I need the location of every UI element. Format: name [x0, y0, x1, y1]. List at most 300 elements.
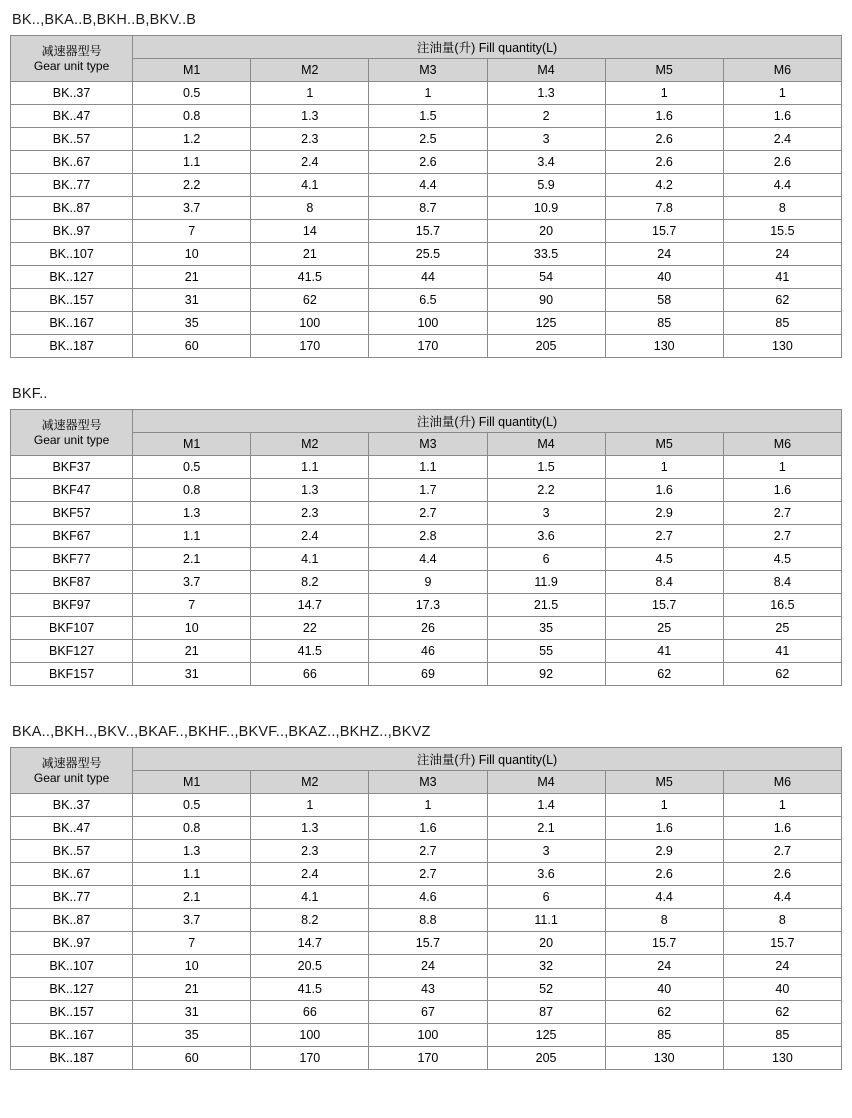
cell-gear-unit-type: BK..127: [11, 978, 133, 1001]
table-header-row: [11, 748, 842, 771]
cell-gear-unit-type: BK..157: [11, 1001, 133, 1024]
table-row: [11, 640, 842, 663]
header-mounting-position: M4: [487, 59, 605, 82]
cell-fill-quantity: 100: [251, 312, 369, 335]
cell-fill-quantity: 15.7: [605, 932, 723, 955]
cell-fill-quantity: 205: [487, 335, 605, 358]
cell-fill-quantity: 31: [133, 289, 251, 312]
cell-fill-quantity: 2.1: [487, 817, 605, 840]
cell-fill-quantity: 25: [723, 617, 841, 640]
section-title: BKA..,BKH..,BKV..,BKAF..,BKHF..,BKVF..,BKAZ..,BKHZ..,BKVZ: [12, 724, 431, 740]
header-mounting-position: M3: [369, 59, 487, 82]
cell-fill-quantity: 8: [251, 197, 369, 220]
header-mounting-position: M2: [251, 771, 369, 794]
cell-gear-unit-type: BK..167: [11, 312, 133, 335]
cell-fill-quantity: 14.7: [251, 932, 369, 955]
cell-fill-quantity: 3.7: [133, 909, 251, 932]
header-gear-unit-type: [11, 748, 133, 794]
cell-fill-quantity: 1: [605, 794, 723, 817]
table-subheader-row: [11, 59, 842, 82]
cell-fill-quantity: 31: [133, 1001, 251, 1024]
cell-fill-quantity: 41: [605, 640, 723, 663]
table-section: [10, 724, 842, 1070]
cell-fill-quantity: 1.5: [487, 456, 605, 479]
cell-fill-quantity: 4.5: [723, 548, 841, 571]
cell-fill-quantity: 60: [133, 1047, 251, 1070]
cell-gear-unit-type: BK..167: [11, 1024, 133, 1047]
cell-fill-quantity: 0.5: [133, 794, 251, 817]
cell-fill-quantity: 15.7: [723, 932, 841, 955]
cell-gear-unit-type: BKF97: [11, 594, 133, 617]
cell-fill-quantity: 17.3: [369, 594, 487, 617]
cell-fill-quantity: 1.1: [133, 525, 251, 548]
table-row: [11, 886, 842, 909]
fill-quantity-table: [10, 409, 842, 686]
cell-fill-quantity: 4.2: [605, 174, 723, 197]
cell-fill-quantity: 22: [251, 617, 369, 640]
cell-fill-quantity: 2.2: [487, 479, 605, 502]
table-header-row: [11, 36, 842, 59]
table-row: [11, 128, 842, 151]
table-row: [11, 525, 842, 548]
cell-gear-unit-type: BK..47: [11, 105, 133, 128]
table-row: [11, 289, 842, 312]
cell-fill-quantity: 2.9: [605, 840, 723, 863]
cell-fill-quantity: 62: [605, 1001, 723, 1024]
header-mounting-position: M2: [251, 59, 369, 82]
table-row: [11, 617, 842, 640]
cell-fill-quantity: 130: [605, 1047, 723, 1070]
cell-fill-quantity: 1.3: [251, 105, 369, 128]
cell-fill-quantity: 130: [723, 1047, 841, 1070]
section-spacer: [10, 692, 842, 718]
cell-fill-quantity: 66: [251, 663, 369, 686]
cell-fill-quantity: 20: [487, 220, 605, 243]
cell-fill-quantity: 1.6: [605, 105, 723, 128]
cell-fill-quantity: 15.5: [723, 220, 841, 243]
cell-fill-quantity: 4.1: [251, 174, 369, 197]
cell-fill-quantity: 2.7: [605, 525, 723, 548]
cell-fill-quantity: 1.1: [251, 456, 369, 479]
cell-fill-quantity: 7: [133, 594, 251, 617]
table-row: [11, 197, 842, 220]
table-row: [11, 571, 842, 594]
table-row: [11, 243, 842, 266]
cell-fill-quantity: 85: [723, 312, 841, 335]
cell-fill-quantity: 2.4: [251, 863, 369, 886]
table-row: [11, 266, 842, 289]
cell-fill-quantity: 41.5: [251, 266, 369, 289]
cell-fill-quantity: 4.5: [605, 548, 723, 571]
header-mounting-position: M2: [251, 433, 369, 456]
cell-fill-quantity: 2.3: [251, 128, 369, 151]
cell-fill-quantity: 9: [369, 571, 487, 594]
cell-fill-quantity: 1.3: [133, 502, 251, 525]
cell-fill-quantity: 62: [723, 289, 841, 312]
cell-fill-quantity: 55: [487, 640, 605, 663]
cell-fill-quantity: 41.5: [251, 640, 369, 663]
cell-fill-quantity: 1.3: [251, 817, 369, 840]
table-row: [11, 663, 842, 686]
cell-gear-unit-type: BK..107: [11, 955, 133, 978]
cell-fill-quantity: 2.7: [369, 840, 487, 863]
table-row: [11, 174, 842, 197]
table-row: [11, 594, 842, 617]
cell-fill-quantity: 2.7: [723, 525, 841, 548]
cell-fill-quantity: 1.1: [133, 863, 251, 886]
cell-fill-quantity: 15.7: [369, 220, 487, 243]
cell-fill-quantity: 8.2: [251, 571, 369, 594]
cell-fill-quantity: 11.1: [487, 909, 605, 932]
header-gear-unit-type-en: Gear unit type: [33, 432, 110, 447]
header-mounting-position: M5: [605, 433, 723, 456]
header-mounting-position: M3: [369, 433, 487, 456]
header-mounting-position: M6: [723, 433, 841, 456]
cell-fill-quantity: 10: [133, 955, 251, 978]
cell-fill-quantity: 125: [487, 1024, 605, 1047]
cell-fill-quantity: 100: [369, 312, 487, 335]
cell-fill-quantity: 15.7: [605, 594, 723, 617]
cell-fill-quantity: 60: [133, 335, 251, 358]
cell-gear-unit-type: BK..97: [11, 220, 133, 243]
cell-gear-unit-type: BKF127: [11, 640, 133, 663]
cell-fill-quantity: 41: [723, 266, 841, 289]
cell-fill-quantity: 2.6: [723, 151, 841, 174]
cell-fill-quantity: 32: [487, 955, 605, 978]
cell-fill-quantity: 6.5: [369, 289, 487, 312]
cell-fill-quantity: 170: [369, 335, 487, 358]
cell-fill-quantity: 6: [487, 886, 605, 909]
cell-fill-quantity: 90: [487, 289, 605, 312]
cell-fill-quantity: 5.9: [487, 174, 605, 197]
cell-gear-unit-type: BK..77: [11, 886, 133, 909]
sections-container: [10, 12, 842, 1070]
table-row: [11, 220, 842, 243]
cell-fill-quantity: 170: [369, 1047, 487, 1070]
cell-fill-quantity: 85: [723, 1024, 841, 1047]
cell-gear-unit-type: BKF37: [11, 456, 133, 479]
cell-fill-quantity: 205: [487, 1047, 605, 1070]
cell-fill-quantity: 1: [605, 456, 723, 479]
table-row: [11, 932, 842, 955]
cell-fill-quantity: 4.1: [251, 886, 369, 909]
cell-fill-quantity: 11.9: [487, 571, 605, 594]
cell-fill-quantity: 8: [723, 909, 841, 932]
cell-fill-quantity: 3.4: [487, 151, 605, 174]
cell-fill-quantity: 69: [369, 663, 487, 686]
section-title: BKF..: [12, 386, 48, 402]
cell-fill-quantity: 2.6: [605, 128, 723, 151]
cell-fill-quantity: 8.2: [251, 909, 369, 932]
cell-fill-quantity: 1: [251, 82, 369, 105]
cell-fill-quantity: 40: [605, 978, 723, 1001]
cell-gear-unit-type: BK..57: [11, 840, 133, 863]
table-row: [11, 151, 842, 174]
cell-fill-quantity: 14.7: [251, 594, 369, 617]
cell-fill-quantity: 1: [723, 82, 841, 105]
table-row: [11, 794, 842, 817]
cell-fill-quantity: 10: [133, 617, 251, 640]
table-row: [11, 840, 842, 863]
cell-fill-quantity: 46: [369, 640, 487, 663]
table-header-row: [11, 410, 842, 433]
cell-fill-quantity: 10.9: [487, 197, 605, 220]
cell-fill-quantity: 100: [369, 1024, 487, 1047]
cell-fill-quantity: 1.6: [723, 105, 841, 128]
cell-fill-quantity: 25.5: [369, 243, 487, 266]
cell-fill-quantity: 24: [605, 243, 723, 266]
cell-fill-quantity: 2.4: [251, 151, 369, 174]
cell-fill-quantity: 3: [487, 840, 605, 863]
cell-fill-quantity: 21: [133, 640, 251, 663]
cell-fill-quantity: 44: [369, 266, 487, 289]
cell-fill-quantity: 1.6: [605, 817, 723, 840]
cell-fill-quantity: 3.7: [133, 571, 251, 594]
cell-fill-quantity: 4.4: [369, 174, 487, 197]
header-gear-unit-type-en: Gear unit type: [33, 770, 110, 785]
header-mounting-position: M6: [723, 59, 841, 82]
cell-fill-quantity: 21: [251, 243, 369, 266]
cell-fill-quantity: 21: [133, 978, 251, 1001]
cell-fill-quantity: 1.1: [369, 456, 487, 479]
cell-fill-quantity: 0.8: [133, 105, 251, 128]
cell-fill-quantity: 7: [133, 932, 251, 955]
cell-fill-quantity: 2.8: [369, 525, 487, 548]
header-mounting-position: M6: [723, 771, 841, 794]
cell-fill-quantity: 100: [251, 1024, 369, 1047]
cell-fill-quantity: 2.1: [133, 548, 251, 571]
cell-fill-quantity: 52: [487, 978, 605, 1001]
cell-fill-quantity: 41.5: [251, 978, 369, 1001]
cell-gear-unit-type: BK..97: [11, 932, 133, 955]
table-row: [11, 955, 842, 978]
cell-fill-quantity: 1: [369, 82, 487, 105]
header-mounting-position: M4: [487, 433, 605, 456]
cell-fill-quantity: 2.7: [723, 840, 841, 863]
cell-fill-quantity: 31: [133, 663, 251, 686]
cell-fill-quantity: 40: [723, 978, 841, 1001]
cell-fill-quantity: 0.5: [133, 82, 251, 105]
cell-gear-unit-type: BK..67: [11, 151, 133, 174]
cell-fill-quantity: 40: [605, 266, 723, 289]
cell-fill-quantity: 43: [369, 978, 487, 1001]
cell-fill-quantity: 20: [487, 932, 605, 955]
cell-fill-quantity: 15.7: [605, 220, 723, 243]
cell-gear-unit-type: BK..37: [11, 794, 133, 817]
cell-fill-quantity: 41: [723, 640, 841, 663]
cell-fill-quantity: 2.3: [251, 502, 369, 525]
table-row: [11, 105, 842, 128]
header-fill-quantity: 注油量(升) Fill quantity(L): [133, 36, 842, 59]
cell-fill-quantity: 10: [133, 243, 251, 266]
cell-fill-quantity: 3.6: [487, 863, 605, 886]
cell-gear-unit-type: BKF107: [11, 617, 133, 640]
cell-fill-quantity: 2.4: [723, 128, 841, 151]
header-mounting-position: M1: [133, 433, 251, 456]
cell-fill-quantity: 62: [723, 1001, 841, 1024]
cell-fill-quantity: 8.4: [605, 571, 723, 594]
cell-fill-quantity: 33.5: [487, 243, 605, 266]
header-fill-quantity: 注油量(升) Fill quantity(L): [133, 410, 842, 433]
header-gear-unit-type-en: Gear unit type: [33, 58, 110, 73]
cell-fill-quantity: 1.6: [723, 479, 841, 502]
cell-fill-quantity: 2.6: [605, 863, 723, 886]
cell-gear-unit-type: BKF67: [11, 525, 133, 548]
cell-fill-quantity: 1.1: [133, 151, 251, 174]
cell-fill-quantity: 1.4: [487, 794, 605, 817]
table-section: [10, 386, 842, 686]
table-row: [11, 817, 842, 840]
table-row: [11, 312, 842, 335]
cell-fill-quantity: 2.6: [369, 151, 487, 174]
table-row: [11, 82, 842, 105]
header-gear-unit-type-cn: 减速器型号: [41, 43, 102, 58]
cell-fill-quantity: 130: [723, 335, 841, 358]
cell-fill-quantity: 2.7: [723, 502, 841, 525]
cell-fill-quantity: 15.7: [369, 932, 487, 955]
cell-gear-unit-type: BK..87: [11, 197, 133, 220]
cell-fill-quantity: 170: [251, 1047, 369, 1070]
cell-fill-quantity: 6: [487, 548, 605, 571]
cell-fill-quantity: 58: [605, 289, 723, 312]
cell-fill-quantity: 2.7: [369, 863, 487, 886]
table-subheader-row: [11, 771, 842, 794]
table-row: [11, 479, 842, 502]
cell-fill-quantity: 4.1: [251, 548, 369, 571]
table-row: [11, 1001, 842, 1024]
cell-fill-quantity: 8: [605, 909, 723, 932]
cell-gear-unit-type: BK..67: [11, 863, 133, 886]
cell-fill-quantity: 130: [605, 335, 723, 358]
cell-fill-quantity: 0.8: [133, 479, 251, 502]
cell-fill-quantity: 35: [133, 1024, 251, 1047]
cell-fill-quantity: 35: [487, 617, 605, 640]
cell-fill-quantity: 14: [251, 220, 369, 243]
cell-fill-quantity: 24: [723, 955, 841, 978]
cell-fill-quantity: 85: [605, 1024, 723, 1047]
table-row: [11, 456, 842, 479]
header-mounting-position: M3: [369, 771, 487, 794]
cell-fill-quantity: 4.4: [369, 548, 487, 571]
cell-fill-quantity: 1: [605, 82, 723, 105]
table-row: [11, 1024, 842, 1047]
cell-fill-quantity: 92: [487, 663, 605, 686]
cell-gear-unit-type: BKF87: [11, 571, 133, 594]
cell-fill-quantity: 26: [369, 617, 487, 640]
cell-fill-quantity: 24: [369, 955, 487, 978]
table-section: [10, 12, 842, 358]
cell-fill-quantity: 25: [605, 617, 723, 640]
cell-fill-quantity: 4.6: [369, 886, 487, 909]
cell-fill-quantity: 1: [723, 456, 841, 479]
cell-fill-quantity: 0.5: [133, 456, 251, 479]
cell-gear-unit-type: BK..37: [11, 82, 133, 105]
cell-fill-quantity: 2.6: [723, 863, 841, 886]
cell-fill-quantity: 87: [487, 1001, 605, 1024]
cell-fill-quantity: 8.8: [369, 909, 487, 932]
table-subheader-row: [11, 433, 842, 456]
cell-fill-quantity: 7.8: [605, 197, 723, 220]
cell-fill-quantity: 4.4: [723, 886, 841, 909]
cell-fill-quantity: 1.2: [133, 128, 251, 151]
cell-fill-quantity: 2.6: [605, 151, 723, 174]
cell-fill-quantity: 8.4: [723, 571, 841, 594]
cell-gear-unit-type: BK..187: [11, 1047, 133, 1070]
header-mounting-position: M4: [487, 771, 605, 794]
cell-fill-quantity: 3: [487, 128, 605, 151]
cell-gear-unit-type: BKF47: [11, 479, 133, 502]
cell-fill-quantity: 1: [723, 794, 841, 817]
header-mounting-position: M1: [133, 771, 251, 794]
cell-fill-quantity: 3: [487, 502, 605, 525]
cell-gear-unit-type: BKF157: [11, 663, 133, 686]
table-row: [11, 909, 842, 932]
fill-quantity-table: [10, 747, 842, 1070]
cell-fill-quantity: 1.7: [369, 479, 487, 502]
cell-gear-unit-type: BKF57: [11, 502, 133, 525]
cell-gear-unit-type: BKF77: [11, 548, 133, 571]
header-mounting-position: M5: [605, 59, 723, 82]
cell-fill-quantity: 24: [605, 955, 723, 978]
cell-fill-quantity: 7: [133, 220, 251, 243]
cell-fill-quantity: 67: [369, 1001, 487, 1024]
section-title: BK..,BKA..B,BKH..B,BKV..B: [12, 12, 197, 28]
cell-gear-unit-type: BK..157: [11, 289, 133, 312]
cell-fill-quantity: 2.4: [251, 525, 369, 548]
cell-gear-unit-type: BK..127: [11, 266, 133, 289]
cell-fill-quantity: 1.3: [251, 479, 369, 502]
cell-gear-unit-type: BK..187: [11, 335, 133, 358]
cell-gear-unit-type: BK..47: [11, 817, 133, 840]
cell-fill-quantity: 3.7: [133, 197, 251, 220]
table-row: [11, 502, 842, 525]
cell-fill-quantity: 2.2: [133, 174, 251, 197]
cell-fill-quantity: 1.3: [133, 840, 251, 863]
cell-fill-quantity: 2: [487, 105, 605, 128]
header-fill-quantity: 注油量(升) Fill quantity(L): [133, 748, 842, 771]
cell-fill-quantity: 2.9: [605, 502, 723, 525]
cell-fill-quantity: 2.7: [369, 502, 487, 525]
cell-fill-quantity: 1: [251, 794, 369, 817]
header-gear-unit-type: [11, 410, 133, 456]
cell-gear-unit-type: BK..77: [11, 174, 133, 197]
table-row: [11, 335, 842, 358]
cell-fill-quantity: 8.7: [369, 197, 487, 220]
cell-fill-quantity: 8: [723, 197, 841, 220]
header-gear-unit-type-cn: 减速器型号: [41, 417, 102, 432]
cell-fill-quantity: 1.3: [487, 82, 605, 105]
cell-fill-quantity: 125: [487, 312, 605, 335]
cell-fill-quantity: 21: [133, 266, 251, 289]
cell-fill-quantity: 3.6: [487, 525, 605, 548]
fill-quantity-table: [10, 35, 842, 358]
cell-gear-unit-type: BK..107: [11, 243, 133, 266]
cell-fill-quantity: 1: [369, 794, 487, 817]
cell-fill-quantity: 24: [723, 243, 841, 266]
cell-fill-quantity: 170: [251, 335, 369, 358]
cell-fill-quantity: 4.4: [605, 886, 723, 909]
cell-fill-quantity: 4.4: [723, 174, 841, 197]
header-mounting-position: M1: [133, 59, 251, 82]
cell-fill-quantity: 2.5: [369, 128, 487, 151]
cell-fill-quantity: 85: [605, 312, 723, 335]
cell-fill-quantity: 62: [723, 663, 841, 686]
table-row: [11, 978, 842, 1001]
cell-fill-quantity: 1.5: [369, 105, 487, 128]
cell-fill-quantity: 2.1: [133, 886, 251, 909]
cell-fill-quantity: 1.6: [369, 817, 487, 840]
header-gear-unit-type-cn: 减速器型号: [41, 755, 102, 770]
